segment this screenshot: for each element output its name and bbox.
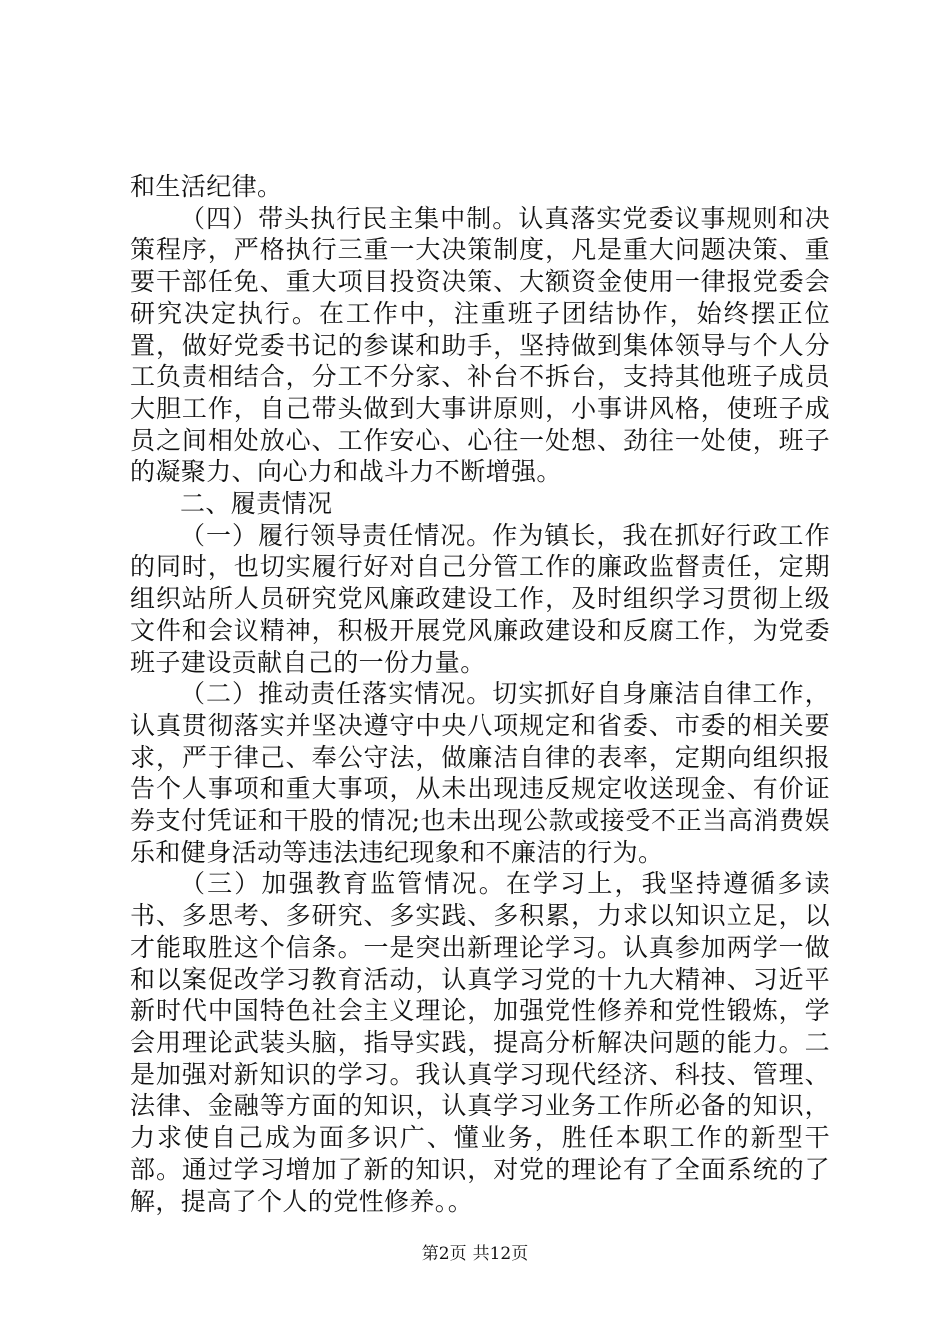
section-heading: 二、履责情况 (180, 489, 333, 519)
document-body (130, 171, 830, 1217)
page-number: 第2页 (421, 1244, 467, 1264)
paragraph-5: （三）加强教育监管情况。在学习上，我坚持遵循多读书、多思考、多研究、多实践、多积累，力求以知识立足，以才能取胜这个信条。一是突出新理论学习。认真参加两学一做和以案促改学习教育活动，认真学习党的十九大精神、习近平新时代中国特色社会主义理论，加强党性修养和党性锻炼，学会用理论武装头脑，指导实践，提高分析解决问题的能力。二是加强对新知识的学习。我认真学习现代经济、科技、管理、法律、金融等方面的知识，认真学习业务工作所必备的知识，力求使自己成为面多识广、懂业务，胜任本职工作的新型干部。通过学习增加了新的知识，对党的理论有了全面系统的了解，提高了个人的党性修养。。 (130, 869, 830, 1216)
page-footer (0, 1243, 950, 1265)
paragraph-3: （一）履行领导责任情况。作为镇长，我在抓好行政工作的同时，也切实履行好对自己分管工作的廉政监督责任，定期组织站所人员研究党风廉政建设工作，及时组织学习贯彻上级文件和会议精神，积极开展党风廉政建设和反腐工作，为党委班子建设贡献自己的一份力量。 (130, 520, 830, 677)
page-total: 共12页 (472, 1244, 529, 1264)
paragraph-4: （二）推动责任落实情况。切实抓好自身廉洁自律工作，认真贯彻落实并坚决遵守中央八项规定和省委、市委的相关要求，严于律己、奉公守法，做廉洁自律的表率，定期向组织报告个人事项和重大事项，从未出现违反规定收送现金、有价证券支付凭证和干股的情况;也未出现公款或接受不正当高消费娱乐和健身活动等违法违纪现象和不廉洁的行为。 (130, 679, 830, 867)
paragraph-2: （四）带头执行民主集中制。认真落实党委议事规则和决策程序，严格执行三重一大决策制度，凡是重大问题决策、重要干部任免、重大项目投资决策、大额资金使用一律报党委会研究决定执行。在工作中，注重班子团结协作，始终摆正位置，做好党委书记的参谋和助手，坚持做到集体领导与个人分工负责相结合，分工不分家、补台不拆台，支持其他班子成员大胆工作，自己带头做到大事讲原则，小事讲风格，使班子成员之间相处放心、工作安心、心往一处想、劲往一处使，班子的凝聚力、向心力和战斗力不断增强。 (130, 203, 830, 487)
paragraph-1: 和生活纪律。 (130, 172, 283, 201)
